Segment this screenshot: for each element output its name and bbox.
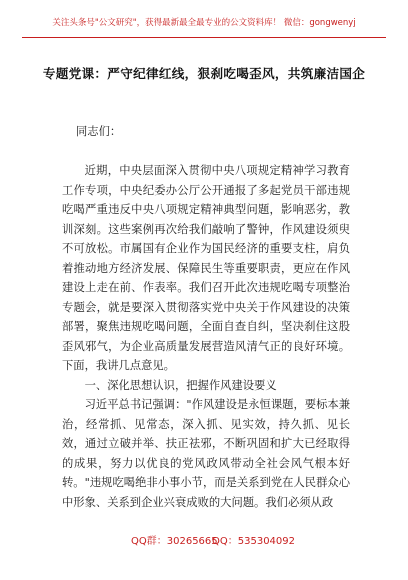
paragraph-section-1: 习近平总书记强调："作风建设是永恒课题，要标本兼治，经常抓、见常态，深入抓、见实效，持久抓、见长效，通过立破并举、扶正祛邪，不断巩固和扩大已经取得的成果，努力以优良的党风政风带动全社会风气根本好转。"违规吃喝绝非小事小节，而是关系到党在人民群众心中形象、关系到企业兴衰成败的大问题。我们必须从政 xyxy=(62,398,350,509)
document-title: 专题党课：严守纪律红线，狠刹吃喝歪风，共筑廉洁国企 xyxy=(42,66,366,81)
header-divider xyxy=(22,37,386,38)
header-banner xyxy=(0,0,408,40)
footer xyxy=(0,535,408,551)
footer-qq-group: QQ群：30265665 xyxy=(131,536,218,547)
header-banner-text: 关注头条号"公文研究"，获得最新最全最专业的公文资料库！ 微信：gongwenyj xyxy=(52,18,356,28)
salutation: 同志们： xyxy=(76,125,122,138)
section-heading-1: 一、深化思想认识，把握作风建设要义 xyxy=(84,378,277,392)
footer-qq-contact: QQ：535304092 xyxy=(212,536,296,547)
document-body xyxy=(62,122,350,512)
paragraph-intro: 近期，中央层面深入贯彻中央八项规定精神学习教育工作专项，中央纪委办公厅公开通报了多起党员干部违规吃喝严重违反中央八项规定精神典型问题，影响恶劣，教训深刻。这些案例再次给我们敲响了警钟，作风建设须臾不可放松。市属国有企业作为国民经济的重要支柱，肩负着推动地方经济发展、保障民生等重要职责，更应在作风建设上走在前、作表率。我们召开此次违规吃喝专项整治专题会，就是要深入贯彻落实党中央关于作风建设的决策部署，聚焦违规吃喝问题，全面自查自纠，坚决刹住这股歪风邪气，为企业高质量发展营造风清气正的良好环境。下面，我讲几点意见。 xyxy=(62,164,350,372)
